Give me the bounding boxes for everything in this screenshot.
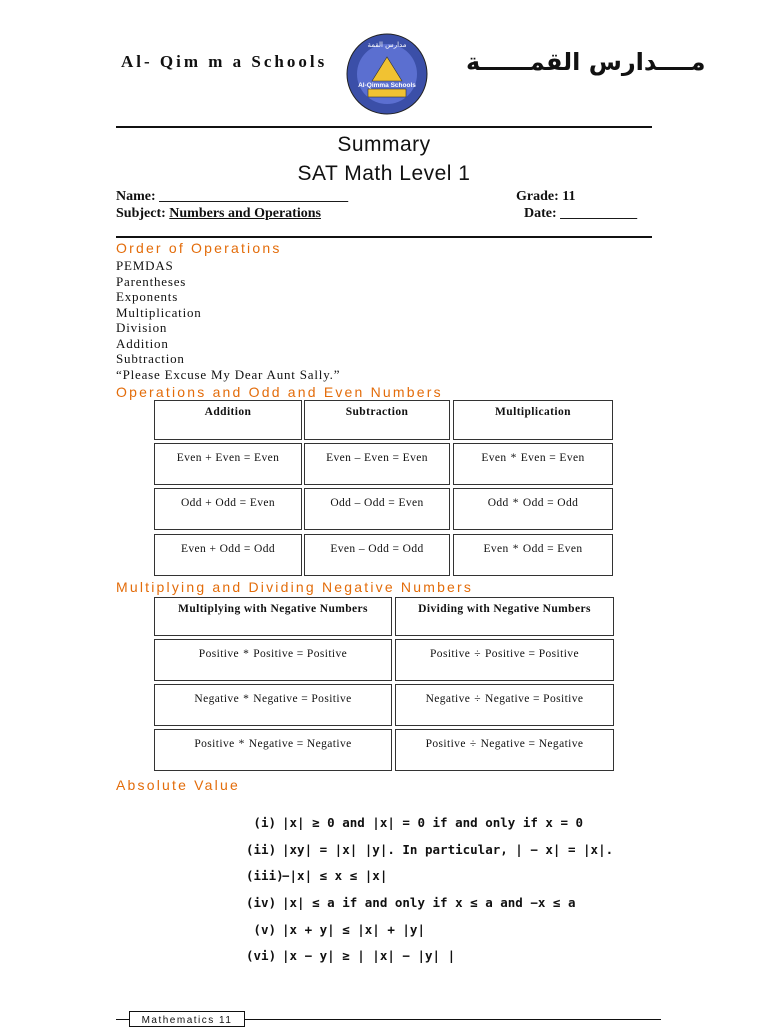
- multiply-symbol: *: [238, 738, 245, 750]
- divide-symbol: ÷: [474, 693, 482, 705]
- property-row: [246, 917, 546, 944]
- grade-field: Grade: 11: [516, 189, 576, 204]
- property-text: |x| ≤ a if and only if x ≤ a and −x ≤ a: [282, 895, 576, 911]
- list-item: Exponents: [116, 289, 179, 304]
- school-name-english: Al- Qim m a Schools: [121, 52, 328, 71]
- operand: Positive: [430, 648, 471, 660]
- table-header-multiplying: Multiplying with Negative Numbers: [154, 597, 392, 636]
- divide-symbol: ÷: [474, 648, 481, 660]
- table-cell: [395, 639, 614, 681]
- list-item: PEMDAS: [116, 258, 174, 273]
- table-cell: [395, 729, 614, 771]
- heading-order-of-operations: Order of Operations: [116, 240, 282, 256]
- name-field: Name: ___________________________: [116, 189, 349, 204]
- divide-symbol: ÷: [469, 738, 477, 750]
- table-cell: Odd + Odd = Even: [154, 488, 302, 530]
- operand-result: Positive = Positive: [253, 648, 348, 660]
- heading-odd-even: Operations and Odd and Even Numbers: [116, 384, 443, 400]
- header-rule: [116, 126, 652, 128]
- list-item: Subtraction: [116, 351, 185, 366]
- table-cell: [453, 488, 613, 530]
- title-summary: Summary: [337, 133, 431, 156]
- meta-rule: [116, 236, 652, 238]
- list-item: “Please Excuse My Dear Aunt Sally.”: [116, 366, 341, 382]
- order-of-operations-list: [116, 258, 340, 382]
- list-item: Parentheses: [116, 273, 187, 289]
- operand: Positive: [194, 738, 235, 750]
- property-number: (vi): [246, 948, 277, 964]
- operand-result: Negative = Negative: [480, 738, 584, 750]
- table-cell: [453, 443, 613, 485]
- logo-text-top: مدارس القمة: [367, 41, 407, 49]
- logo-text-bottom: Al-Qimma Schools: [358, 82, 416, 89]
- heading-absolute-value: Absolute Value: [116, 777, 240, 793]
- operand: Positive: [198, 648, 240, 660]
- table-cell: [154, 684, 392, 726]
- footer-label: Mathematics 11: [129, 1011, 245, 1027]
- table-header-subtraction: Subtraction: [304, 400, 450, 440]
- operand-result: Odd = Odd: [522, 497, 579, 509]
- list-item: Division: [116, 320, 168, 335]
- school-logo: [346, 33, 428, 115]
- operand: Odd: [487, 497, 509, 509]
- table-cell: [395, 684, 614, 726]
- operand-result: Negative = Positive: [485, 693, 584, 705]
- table-header-dividing: Dividing with Negative Numbers: [395, 597, 614, 636]
- property-row: [246, 837, 614, 864]
- property-text: −|x| ≤ x ≤ |x|: [282, 868, 388, 884]
- table-cell: [154, 639, 392, 681]
- heading-negative-numbers: Multiplying and Dividing Negative Numbers: [116, 579, 474, 595]
- multiply-symbol: *: [243, 693, 250, 705]
- operand: Negative: [425, 693, 471, 705]
- list-item: Multiplication: [116, 304, 202, 320]
- table-cell: Even – Odd = Odd: [304, 534, 450, 576]
- subject-label: Subject:: [116, 206, 170, 221]
- property-number: (ii): [246, 841, 277, 857]
- absolute-value-properties: [246, 810, 614, 970]
- property-row: [246, 810, 584, 837]
- property-text: |x − y| ≥ | |x| − |y| |: [282, 948, 456, 964]
- property-number: (iv): [246, 895, 277, 911]
- property-row: [246, 943, 546, 970]
- operand: Positive: [425, 738, 466, 750]
- list-item: Addition: [116, 335, 169, 351]
- multiply-symbol: *: [512, 497, 519, 509]
- property-number: (v): [253, 921, 276, 937]
- table-cell: Even + Even = Even: [154, 443, 302, 485]
- date-field: Date: ___________: [524, 206, 638, 221]
- property-number: (iii): [246, 868, 284, 884]
- multiply-symbol: *: [512, 543, 519, 555]
- operand-result: Odd = Even: [522, 543, 583, 555]
- operand-result: Negative = Positive: [253, 693, 352, 705]
- table-cell: Even + Odd = Odd: [154, 534, 302, 576]
- subject-value: Numbers and Operations: [169, 206, 321, 221]
- multiply-symbol: *: [243, 648, 250, 660]
- operand: Negative: [194, 693, 240, 705]
- multiply-symbol: *: [510, 452, 517, 464]
- property-number: (i): [253, 815, 276, 830]
- operand: Even: [481, 452, 507, 464]
- subject-field: [116, 206, 321, 222]
- table-cell: Even – Even = Even: [304, 443, 450, 485]
- operand-result: Positive = Positive: [485, 648, 579, 660]
- school-name-arabic: مــــدارس القمــــــة: [466, 48, 706, 76]
- property-row: [246, 863, 546, 890]
- table-cell: [154, 729, 392, 771]
- table-header-addition: Addition: [154, 400, 302, 440]
- operand-result: Negative = Negative: [248, 738, 352, 750]
- operand: Even: [483, 543, 509, 555]
- property-text: |x + y| ≤ |x| + |y|: [282, 921, 425, 937]
- property-text: |x| ≥ 0 and |x| = 0 if and only if x = 0: [282, 815, 584, 830]
- table-cell: [453, 534, 613, 576]
- table-cell: Odd – Odd = Even: [304, 488, 450, 530]
- property-text: |xy| = |x| |y|. In particular, | − x| = |x|.: [282, 841, 614, 857]
- title-subject: SAT Math Level 1: [297, 162, 471, 185]
- operand-result: Even = Even: [520, 452, 585, 464]
- table-header-multiplication: Multiplication: [453, 400, 613, 440]
- property-row: [246, 890, 576, 917]
